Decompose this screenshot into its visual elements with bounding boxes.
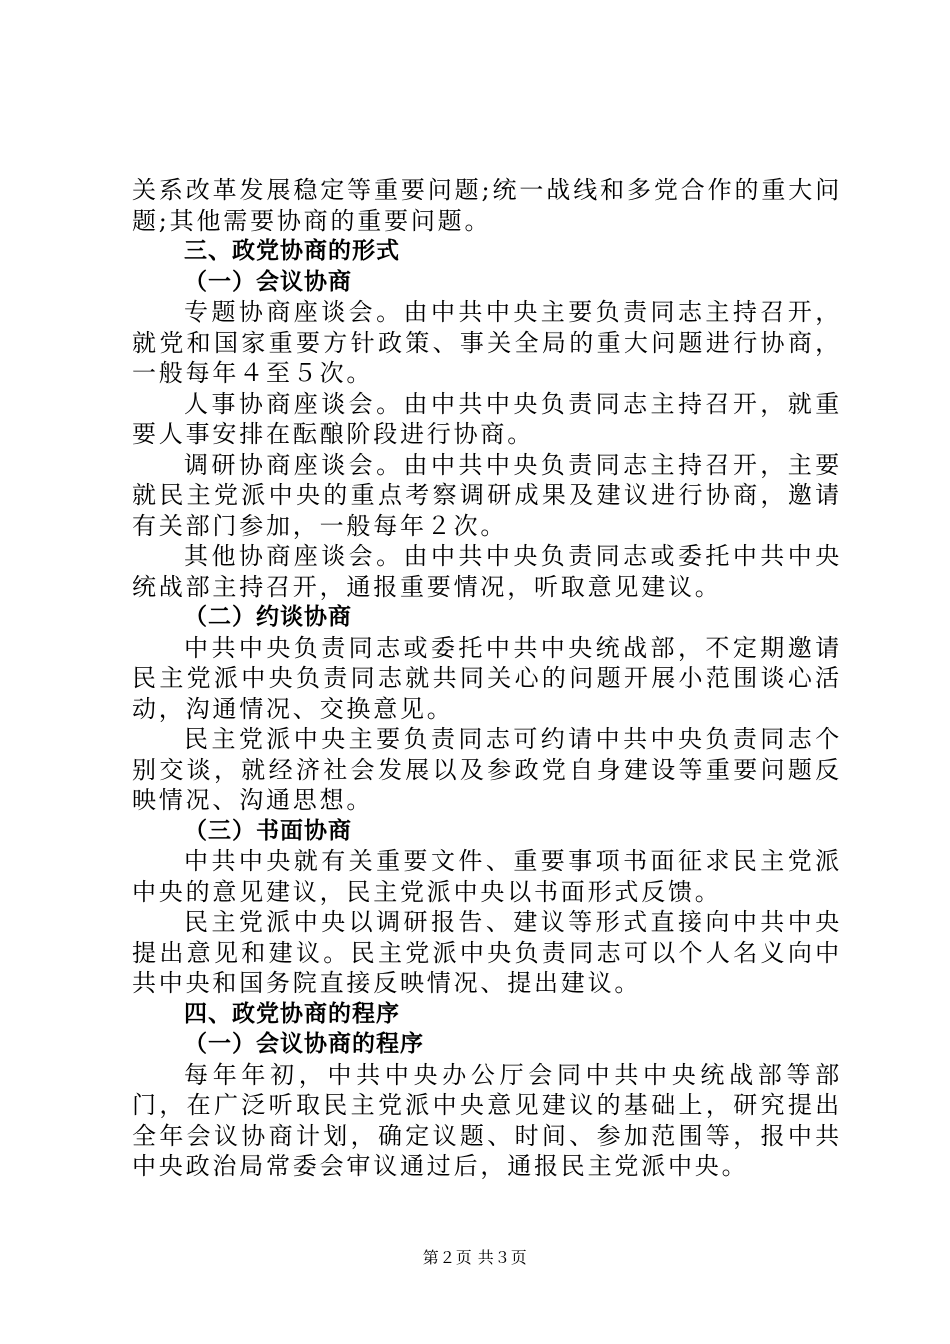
subheading-meeting-consultation: （一）会议协商 [184, 268, 352, 295]
section-heading-procedures: 四、政党协商的程序 [184, 1000, 400, 1027]
paragraph-other-forum: 其他协商座谈会。由中共中央负责同志或委托中共中央统战部主持召开，通报重要情况，听取意见建议。 [132, 542, 842, 601]
paragraph-research-forum: 调研协商座谈会。由中共中央负责同志主持召开，主要就民主党派中央的重点考察调研成果及建议进行协商，邀请有关部门参加，一般每年２次。 [132, 450, 842, 540]
section-heading-forms: 三、政党协商的形式 [184, 238, 400, 264]
paragraph-procedure-1: 每年年初，中共中央办公厅会同中共中央统战部等部门，在广泛听取民主党派中央意见建议的基础上，研究提出全年会议协商计划，确定议题、时间、参加范围等，报中共中央政治局常委会审议通过后，通报民主党派中央。 [132, 1060, 842, 1180]
paragraph-talk-2: 民主党派中央主要负责同志可约请中共中央负责同志个别交谈，就经济社会发展以及参政党自身建设等重要问题反映情况、沟通思想。 [132, 725, 842, 814]
paragraph-talk-1: 中共中央负责同志或委托中共中央统战部，不定期邀请民主党派中央负责同志就共同关心的问题开展小范围谈心活动，沟通情况、交换意见。 [132, 633, 842, 723]
document-body [132, 175, 842, 1182]
paragraph-written-1: 中共中央就有关重要文件、重要事项书面征求民主党派中央的意见建议，民主党派中央以书面形式反馈。 [132, 847, 842, 906]
paragraph-special-forum: 专题协商座谈会。由中共中央主要负责同志主持召开，就党和国家重要方针政策、事关全局的重大问题进行协商，一般每年４至５次。 [132, 298, 842, 387]
paragraph-personnel-forum: 人事协商座谈会。由中共中央负责同志主持召开，就重要人事安排在酝酿阶段进行协商。 [132, 389, 842, 448]
page-number-label: 第２页 共３页 [422, 1248, 528, 1267]
subheading-talk-consultation: （二）约谈协商 [184, 604, 352, 630]
paragraph-continued: 关系改革发展稳定等重要问题;统一战线和多党合作的重大问题;其他需要协商的重要问题。 [132, 176, 842, 235]
subheading-meeting-procedure: （一）会议协商的程序 [184, 1031, 424, 1057]
subheading-written-consultation: （三）书面协商 [184, 817, 352, 844]
page-footer [0, 1245, 950, 1268]
paragraph-written-2: 民主党派中央以调研报告、建议等形式直接向中共中央提出意见和建议。民主党派中央负责同志可以个人名义向中共中央和国务院直接反映情况、提出建议。 [132, 908, 842, 997]
